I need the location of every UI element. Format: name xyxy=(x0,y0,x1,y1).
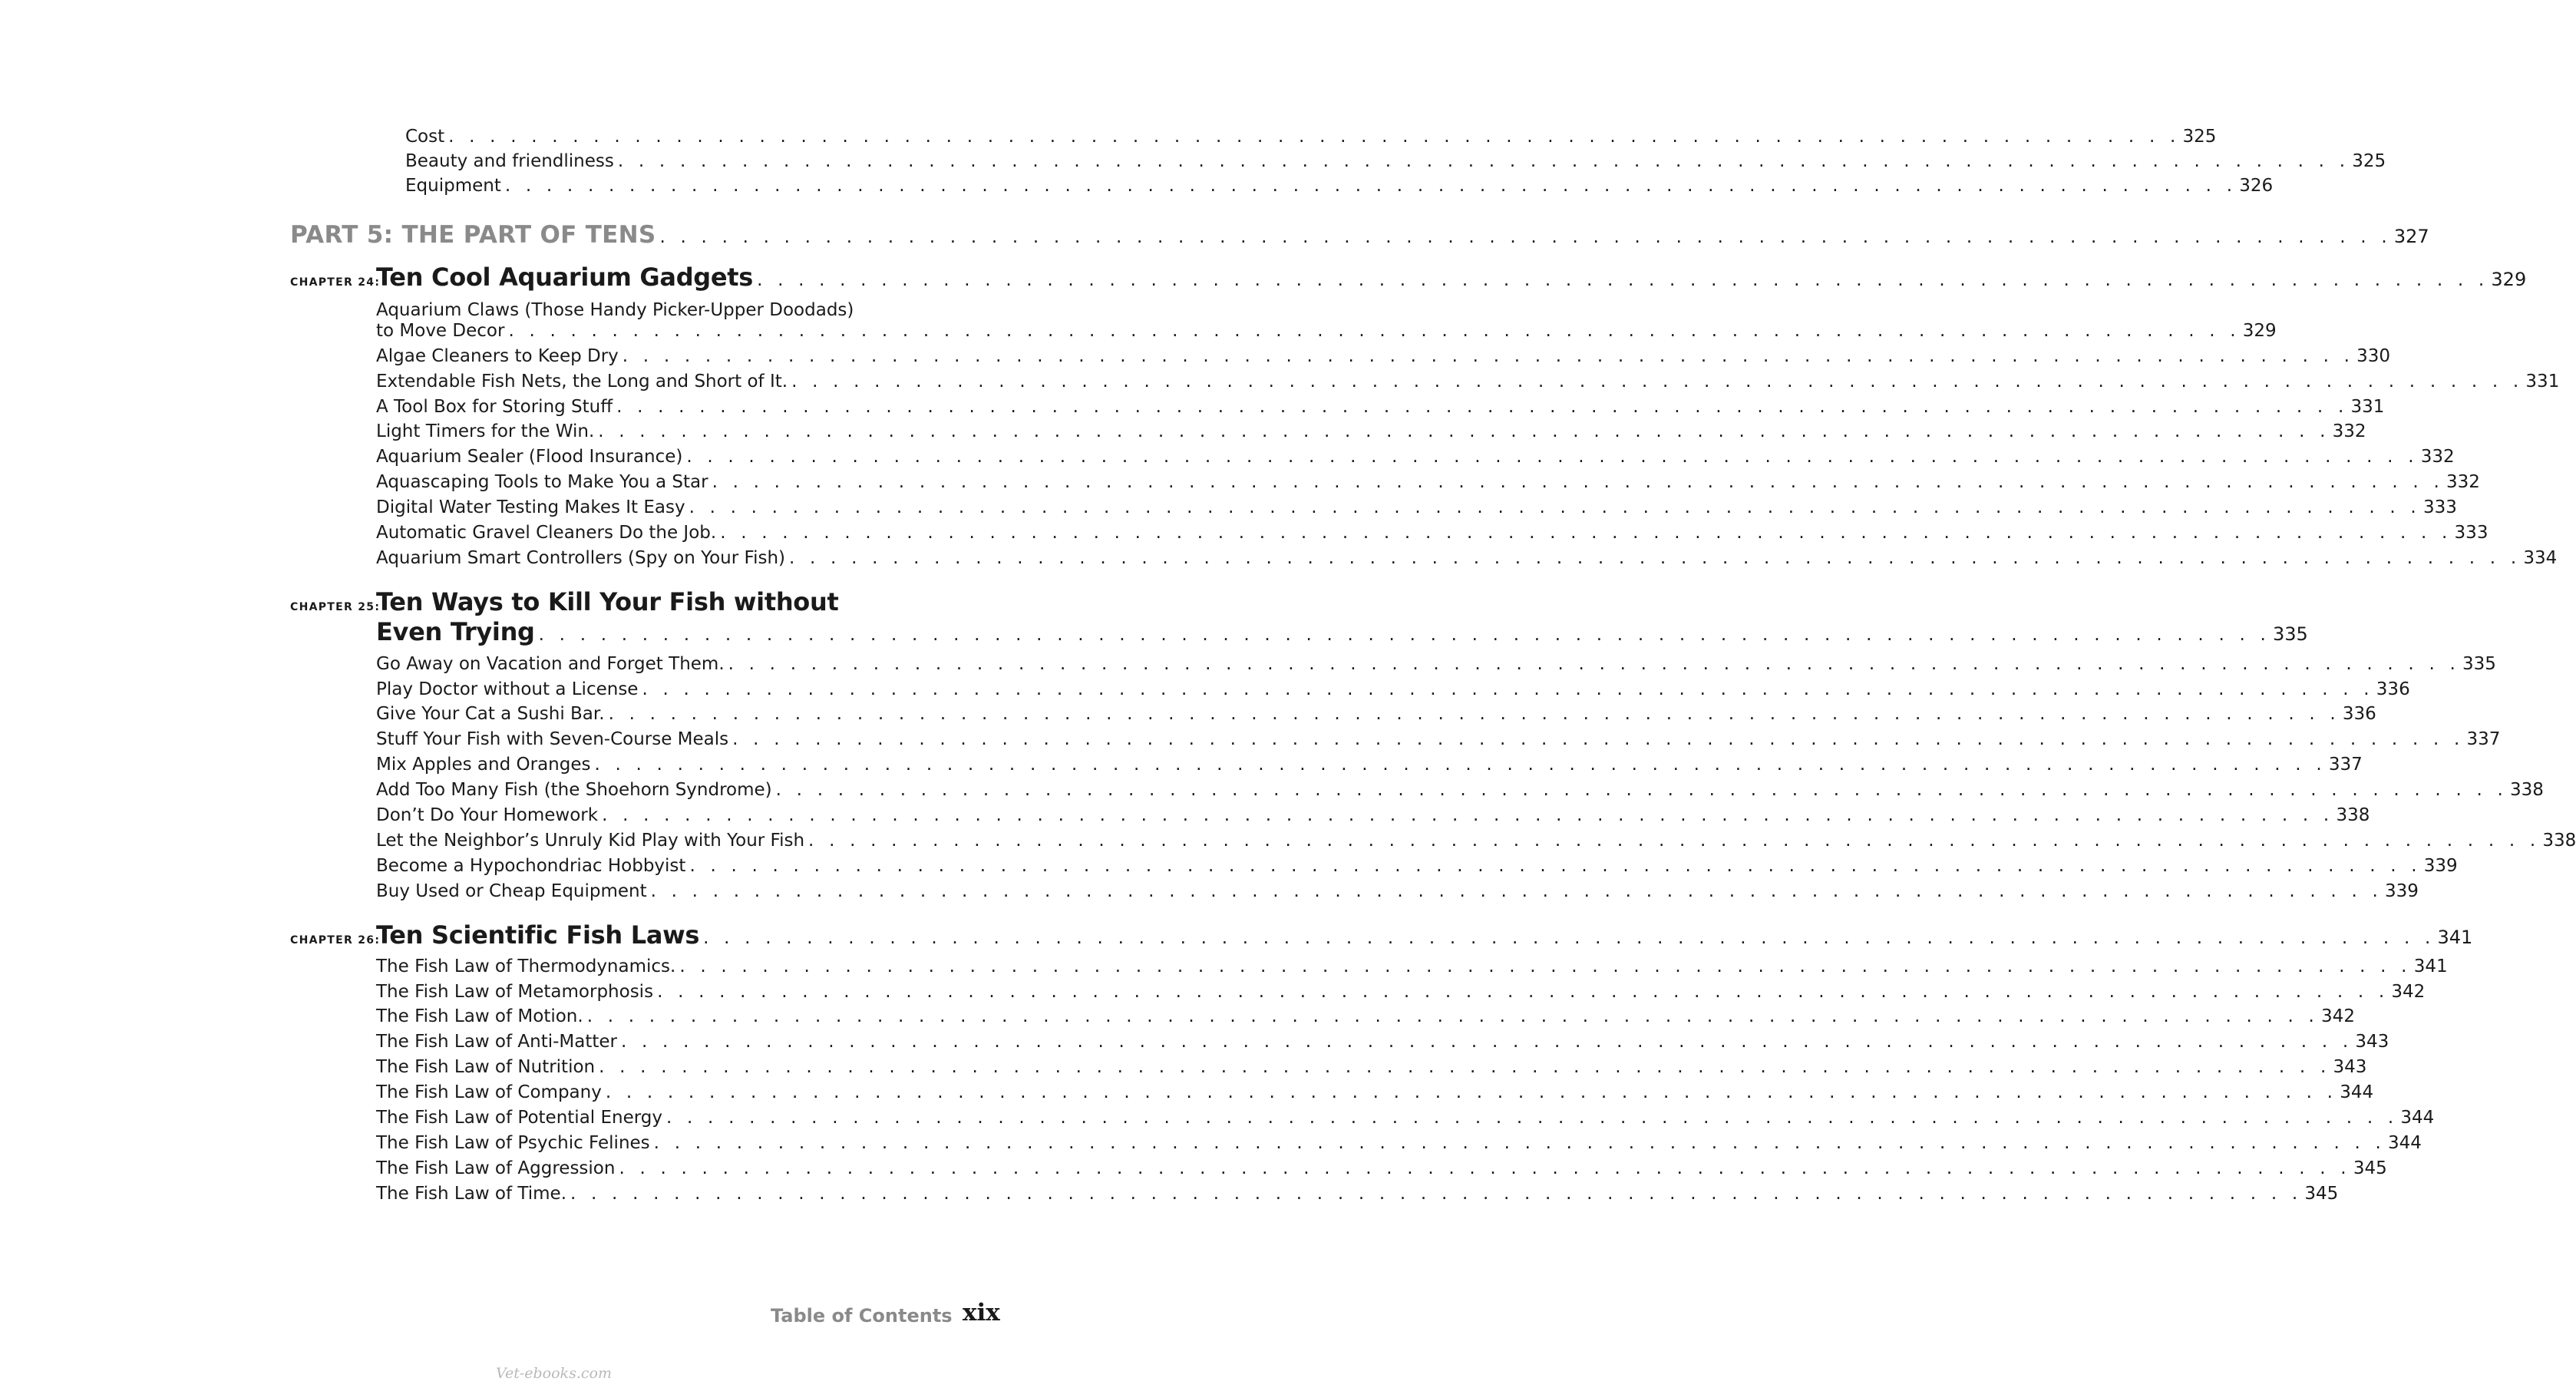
entry-page: 332 xyxy=(2332,421,2366,441)
entry-title: Stuff Your Fish with Seven-Course Meals xyxy=(376,729,729,749)
entry-title: The Fish Law of Thermodynamics. xyxy=(376,957,676,976)
entry-title: Algae Cleaners to Keep Dry xyxy=(376,346,619,366)
toc-entry[interactable] xyxy=(376,472,2480,492)
entry-page: 343 xyxy=(2333,1057,2367,1077)
part-heading[interactable] xyxy=(290,221,2429,249)
dot-leader: . . . . . . . . . . . . . . . . . . . . . . . . . . . . . . . . . . . . . . . . . . . . . . . . . . . . . . . . . . . . . . . . . . . . . . . . . . . . . . . . . . . . xyxy=(659,227,2392,247)
entry-title: Go Away on Vacation and Forget Them. xyxy=(376,654,725,674)
chapter-page: 335 xyxy=(2273,623,2308,645)
toc-entry[interactable] xyxy=(376,1133,2422,1153)
entry-page: 343 xyxy=(2355,1032,2389,1052)
entry-title: The Fish Law of Company xyxy=(376,1082,602,1102)
entry-page: 333 xyxy=(2422,497,2457,517)
chapter-title: Ten Scientific Fish Laws xyxy=(376,920,700,950)
entry-page: 341 xyxy=(2413,957,2448,976)
toc-entry[interactable] xyxy=(376,497,2457,517)
entry-title: Extendable Fish Nets, the Long and Short of It. xyxy=(376,372,788,392)
toc-entry[interactable] xyxy=(376,957,2448,976)
entry-title: Buy Used or Cheap Equipment xyxy=(376,881,647,901)
toc-entry[interactable] xyxy=(376,755,2363,775)
toc-entry[interactable] xyxy=(376,447,2455,467)
entry-title: Don’t Do Your Homework xyxy=(376,805,599,825)
dot-leader: . . . . . . . . . . . . . . . . . . . . . . . . . . . . . . . . . . . . . . . . . . . . . . . . . . . . . . . . . . . . . . . . . . . . . . . . . . . . . . . . . . . . xyxy=(666,1108,2399,1128)
entry-title: Mix Apples and Oranges xyxy=(376,755,591,775)
toc-entry[interactable] xyxy=(376,421,2366,441)
entry-title: Aquarium Sealer (Flood Insurance) xyxy=(376,447,683,467)
dot-leader: . . . . . . . . . . . . . . . . . . . . . . . . . . . . . . . . . . . . . . . . . . . . . . . . . . . . . . . . . . . . . . . . . . . . . . . . . . . . . . . . . . . . xyxy=(621,1032,2353,1052)
entry-title: Play Doctor without a License xyxy=(376,679,639,699)
part-page: 327 xyxy=(2393,226,2429,247)
chapter-title: Ten Cool Aquarium Gadgets xyxy=(376,263,754,292)
toc-entry[interactable] xyxy=(376,729,2501,749)
dot-leader: . . . . . . . . . . . . . . . . . . . . . . . . . . . . . . . . . . . . . . . . . . . . . . . . . . . . . . . . . . . . . . . . . . . . . . . . . . . . . . . . . . . . xyxy=(703,928,2436,948)
entry-page: 344 xyxy=(2400,1108,2435,1128)
toc-entry[interactable] xyxy=(405,127,2217,147)
entry-title: The Fish Law of Metamorphosis xyxy=(376,982,654,1002)
chapter-label: CHAPTER 25: xyxy=(290,601,381,613)
dot-leader: . . . . . . . . . . . . . . . . . . . . . . . . . . . . . . . . . . . . . . . . . . . . . . . . . . . . . . . . . . . . . . . . . . . . . . . . . . . . . . . . . . . . xyxy=(808,831,2541,851)
dot-leader: . . . . . . . . . . . . . . . . . . . . . . . . . . . . . . . . . . . . . . . . . . . . . . . . . . . . . . . . . . . . . . . . . . . . . . . . . . . . . . . . . . . . xyxy=(504,176,2237,196)
entry-title: Equipment xyxy=(405,176,501,196)
toc-entry[interactable] xyxy=(405,151,2386,171)
entry-page: 333 xyxy=(2454,523,2488,543)
entry-title: The Fish Law of Nutrition xyxy=(376,1057,596,1077)
dot-leader: . . . . . . . . . . . . . . . . . . . . . . . . . . . . . . . . . . . . . . . . . . . . . . . . . . . . . . . . . . . . . . . . . . . . . . . . . . . . . . . . . . . . xyxy=(605,1082,2338,1102)
dot-leader: . . . . . . . . . . . . . . . . . . . . . . . . . . . . . . . . . . . . . . . . . . . . . . . . . . . . . . . . . . . . . . . . . . . . . . . . . . . . . . . . . . . . xyxy=(775,780,2508,800)
toc-entry[interactable] xyxy=(376,1158,2387,1178)
toc-entry[interactable] xyxy=(376,346,2391,366)
toc-entry[interactable] xyxy=(376,397,2385,417)
entry-page: 325 xyxy=(2182,127,2217,147)
entry-page: 335 xyxy=(2462,654,2496,674)
entry-title: Let the Neighbor’s Unruly Kid Play with Your Fish xyxy=(376,831,805,851)
dot-leader: . . . . . . . . . . . . . . . . . . . . . . . . . . . . . . . . . . . . . . . . . . . . . . . . . . . . . . . . . . . . . . . . . . . . . . . . . . . . . . . . . . . . xyxy=(689,856,2422,876)
chapter-title-line1: Ten Ways to Kill Your Fish without xyxy=(376,587,839,616)
entry-title: Aquascaping Tools to Make You a Star xyxy=(376,472,708,492)
entry-page: 339 xyxy=(2384,881,2419,901)
toc-entry[interactable] xyxy=(376,856,2458,876)
running-footer-title: Table of Contents xyxy=(771,1305,953,1327)
entry-title: Automatic Gravel Cleaners Do the Job. xyxy=(376,523,717,543)
dot-leader: . . . . . . . . . . . . . . . . . . . . . . . . . . . . . . . . . . . . . . . . . . . . . . . . . . . . . . . . . . . . . . . . . . . . . . . . . . . . . . . . . . . . xyxy=(619,1158,2351,1178)
chapter-heading[interactable] xyxy=(376,920,2473,950)
dot-leader: . . . . . . . . . . . . . . . . . . . . . . . . . . . . . . . . . . . . . . . . . . . . . . . . . . . . . . . . . . . . . . . . . . . . . . . . . . . . . . . . . . . . xyxy=(757,270,2489,290)
toc-entry[interactable] xyxy=(376,982,2426,1002)
entry-page: 331 xyxy=(2525,372,2560,392)
entry-title: The Fish Law of Time. xyxy=(376,1184,567,1204)
toc-entry[interactable] xyxy=(376,1032,2389,1052)
entry-page: 338 xyxy=(2542,831,2576,851)
entry-page: 336 xyxy=(2376,679,2410,699)
dot-leader: . . . . . . . . . . . . . . . . . . . . . . . . . . . . . . . . . . . . . . . . . . . . . . . . . . . . . . . . . . . . . . . . . . . . . . . . . . . . . . . . . . . . xyxy=(508,321,2241,341)
dot-leader: . . . . . . . . . . . . . . . . . . . . . . . . . . . . . . . . . . . . . . . . . . . . . . . . . . . . . . . . . . . . . . . . . . . . . . . . . . . . . . . . . . . . xyxy=(728,654,2460,674)
dot-leader: . . . . . . . . . . . . . . . . . . . . . . . . . . . . . . . . . . . . . . . . . . . . . . . . . . . . . . . . . . . . . . . . . . . . . . . . . . . . . . . . . . . . xyxy=(622,346,2355,366)
entry-page: 339 xyxy=(2423,856,2458,876)
entry-page: 342 xyxy=(2321,1006,2355,1026)
chapter-title: Even Trying xyxy=(376,617,535,646)
toc-entry[interactable] xyxy=(376,704,2376,724)
dot-leader: . . . . . . . . . . . . . . . . . . . . . . . . . . . . . . . . . . . . . . . . . . . . . . . . . . . . . . . . . . . . . . . . . . . . . . . . . . . . . . . . . . . . xyxy=(720,523,2452,543)
chapter-heading[interactable] xyxy=(376,263,2527,292)
toc-entry[interactable] xyxy=(376,548,2558,568)
dot-leader: . . . . . . . . . . . . . . . . . . . . . . . . . . . . . . . . . . . . . . . . . . . . . . . . . . . . . . . . . . . . . . . . . . . . . . . . . . . . . . . . . . . . xyxy=(791,372,2524,392)
entry-title: The Fish Law of Psychic Felines xyxy=(376,1133,650,1153)
toc-entry[interactable] xyxy=(376,1108,2435,1128)
entry-title: Give Your Cat a Sushi Bar. xyxy=(376,704,605,724)
dot-leader: . . . . . . . . . . . . . . . . . . . . . . . . . . . . . . . . . . . . . . . . . . . . . . . . . . . . . . . . . . . . . . . . . . . . . . . . . . . . . . . . . . . . xyxy=(608,704,2340,724)
entry-page: 345 xyxy=(2304,1184,2339,1204)
chapter-page: 341 xyxy=(2437,927,2473,948)
dot-leader: . . . . . . . . . . . . . . . . . . . . . . . . . . . . . . . . . . . . . . . . . . . . . . . . . . . . . . . . . . . . . . . . . . . . . . . . . . . . . . . . . . . . xyxy=(650,881,2383,901)
dot-leader: . . . . . . . . . . . . . . . . . . . . . . . . . . . . . . . . . . . . . . . . . . . . . . . . . . . . . . . . . . . . . . . . . . . . . . . . . . . . . . . . . . . . xyxy=(642,679,2374,699)
entry-page: 338 xyxy=(2510,780,2544,800)
dot-leader: . . . . . . . . . . . . . . . . . . . . . . . . . . . . . . . . . . . . . . . . . . . . . . . . . . . . . . . . . . . . . . . . . . . . . . . . . . . . . . . . . . . . xyxy=(732,729,2465,749)
toc-entry[interactable] xyxy=(376,1184,2339,1204)
entry-page: 325 xyxy=(2352,151,2386,171)
entry-title-line1: Aquarium Claws (Those Handy Picker-Upper Doodads) xyxy=(376,300,854,320)
dot-leader: . . . . . . . . . . . . . . . . . . . . . . . . . . . . . . . . . . . . . . . . . . . . . . . . . . . . . . . . . . . . . . . . . . . . . . . . . . . . . . . . . . . . xyxy=(686,447,2419,467)
dot-leader: . . . . . . . . . . . . . . . . . . . . . . . . . . . . . . . . . . . . . . . . . . . . . . . . . . . . . . . . . . . . . . . . . . . . . . . . . . . . . . . . . . . . xyxy=(570,1184,2303,1204)
entry-page: 326 xyxy=(2239,176,2274,196)
watermark: Vet-ebooks.com xyxy=(496,1365,612,1382)
dot-leader: . . . . . . . . . . . . . . . . . . . . . . . . . . . . . . . . . . . . . . . . . . . . . . . . . . . . . . . . . . . . . . . . . . . . . . . . . . . . . . . . . . . . xyxy=(789,548,2522,568)
dot-leader: . . . . . . . . . . . . . . . . . . . . . . . . . . . . . . . . . . . . . . . . . . . . . . . . . . . . . . . . . . . . . . . . . . . . . . . . . . . . . . . . . . . . xyxy=(594,755,2327,775)
dot-leader: . . . . . . . . . . . . . . . . . . . . . . . . . . . . . . . . . . . . . . . . . . . . . . . . . . . . . . . . . . . . . . . . . . . . . . . . . . . . . . . . . . . . xyxy=(653,1133,2386,1153)
dot-leader: . . . . . . . . . . . . . . . . . . . . . . . . . . . . . . . . . . . . . . . . . . . . . . . . . . . . . . . . . . . . . . . . . . . . . . . . . . . . . . . . . . . . xyxy=(616,397,2349,417)
entry-page: 338 xyxy=(2336,805,2370,825)
chapter-page: 329 xyxy=(2491,269,2527,290)
entry-page: 329 xyxy=(2242,321,2277,341)
toc-entry[interactable] xyxy=(376,321,2277,341)
entry-page: 331 xyxy=(2350,397,2385,417)
entry-page: 337 xyxy=(2328,755,2363,775)
chapter-heading[interactable] xyxy=(376,617,2308,646)
dot-leader: . . . . . . . . . . . . . . . . . . . . . . . . . . . . . . . . . . . . . . . . . . . . . . . . . . . . . . . . . . . . . . . . . . . . . . . . . . . . . . . . . . . . xyxy=(598,421,2330,441)
entry-title: to Move Decor xyxy=(376,321,505,341)
toc-entry[interactable] xyxy=(376,1057,2367,1077)
entry-title: Aquarium Smart Controllers (Spy on Your Fish) xyxy=(376,548,785,568)
dot-leader: . . . . . . . . . . . . . . . . . . . . . . . . . . . . . . . . . . . . . . . . . . . . . . . . . . . . . . . . . . . . . . . . . . . . . . . . . . . . . . . . . . . . xyxy=(657,982,2389,1002)
dot-leader: . . . . . . . . . . . . . . . . . . . . . . . . . . . . . . . . . . . . . . . . . . . . . . . . . . . . . . . . . . . . . . . . . . . . . . . . . . . . . . . . . . . . xyxy=(712,472,2444,492)
entry-title: The Fish Law of Anti-Matter xyxy=(376,1032,618,1052)
entry-title: The Fish Law of Motion. xyxy=(376,1006,583,1026)
entry-page: 332 xyxy=(2420,447,2455,467)
toc-entry[interactable] xyxy=(376,1006,2355,1026)
dot-leader: . . . . . . . . . . . . . . . . . . . . . . . . . . . . . . . . . . . . . . . . . . . . . . . . . . . . . . . . . . . . . . . . . . . . . . . . . . . . . . . . . . . . xyxy=(448,127,2181,147)
entry-title: A Tool Box for Storing Stuff xyxy=(376,397,613,417)
dot-leader: . . . . . . . . . . . . . . . . . . . . . . . . . . . . . . . . . . . . . . . . . . . . . . . . . . . . . . . . . . . . . . . . . . . . . . . . . . . . . . . . . . . . xyxy=(617,151,2350,171)
toc-entry[interactable] xyxy=(376,831,2576,851)
entry-title: Digital Water Testing Makes It Easy xyxy=(376,497,685,517)
entry-title: Light Timers for the Win. xyxy=(376,421,595,441)
chapter-label: CHAPTER 26: xyxy=(290,934,381,947)
toc-entry[interactable] xyxy=(376,523,2488,543)
entry-title: Become a Hypochondriac Hobbyist xyxy=(376,856,686,876)
dot-leader: . . . . . . . . . . . . . . . . . . . . . . . . . . . . . . . . . . . . . . . . . . . . . . . . . . . . . . . . . . . . . . . . . . . . . . . . . . . . . . . . . . . . xyxy=(679,957,2412,976)
entry-title: Add Too Many Fish (the Shoehorn Syndrome) xyxy=(376,780,772,800)
entry-page: 342 xyxy=(2391,982,2426,1002)
entry-title: The Fish Law of Aggression xyxy=(376,1158,616,1178)
toc-entry[interactable] xyxy=(405,176,2274,196)
entry-title: Beauty and friendliness xyxy=(405,151,614,171)
toc-entry[interactable] xyxy=(376,881,2419,901)
entry-page: 344 xyxy=(2340,1082,2374,1102)
chapter-label: CHAPTER 24: xyxy=(290,276,381,289)
entry-page: 332 xyxy=(2446,472,2480,492)
entry-title: Cost xyxy=(405,127,445,147)
dot-leader: . . . . . . . . . . . . . . . . . . . . . . . . . . . . . . . . . . . . . . . . . . . . . . . . . . . . . . . . . . . . . . . . . . . . . . . . . . . . . . . . . . . . xyxy=(602,805,2334,825)
dot-leader: . . . . . . . . . . . . . . . . . . . . . . . . . . . . . . . . . . . . . . . . . . . . . . . . . . . . . . . . . . . . . . . . . . . . . . . . . . . . . . . . . . . . xyxy=(586,1006,2320,1026)
dot-leader: . . . . . . . . . . . . . . . . . . . . . . . . . . . . . . . . . . . . . . . . . . . . . . . . . . . . . . . . . . . . . . . . . . . . . . . . . . . . . . . . . . . . xyxy=(538,625,2271,645)
entry-page: 344 xyxy=(2388,1133,2422,1153)
toc-entry[interactable] xyxy=(376,372,2560,392)
page-number: xix xyxy=(963,1299,1000,1327)
dot-leader: . . . . . . . . . . . . . . . . . . . . . . . . . . . . . . . . . . . . . . . . . . . . . . . . . . . . . . . . . . . . . . . . . . . . . . . . . . . . . . . . . . . . xyxy=(599,1057,2331,1077)
entry-page: 345 xyxy=(2353,1158,2387,1178)
entry-page: 330 xyxy=(2356,346,2391,366)
toc-entry[interactable] xyxy=(376,654,2496,674)
entry-page: 337 xyxy=(2466,729,2501,749)
toc-entry[interactable] xyxy=(376,679,2410,699)
part-title: PART 5: THE PART OF TENS xyxy=(290,221,656,249)
toc-entry[interactable] xyxy=(376,1082,2374,1102)
entry-page: 334 xyxy=(2523,548,2558,568)
toc-entry[interactable] xyxy=(376,805,2370,825)
dot-leader: . . . . . . . . . . . . . . . . . . . . . . . . . . . . . . . . . . . . . . . . . . . . . . . . . . . . . . . . . . . . . . . . . . . . . . . . . . . . . . . . . . . . xyxy=(689,497,2421,517)
entry-title: The Fish Law of Potential Energy xyxy=(376,1108,663,1128)
toc-entry[interactable] xyxy=(376,780,2544,800)
entry-page: 336 xyxy=(2342,704,2376,724)
